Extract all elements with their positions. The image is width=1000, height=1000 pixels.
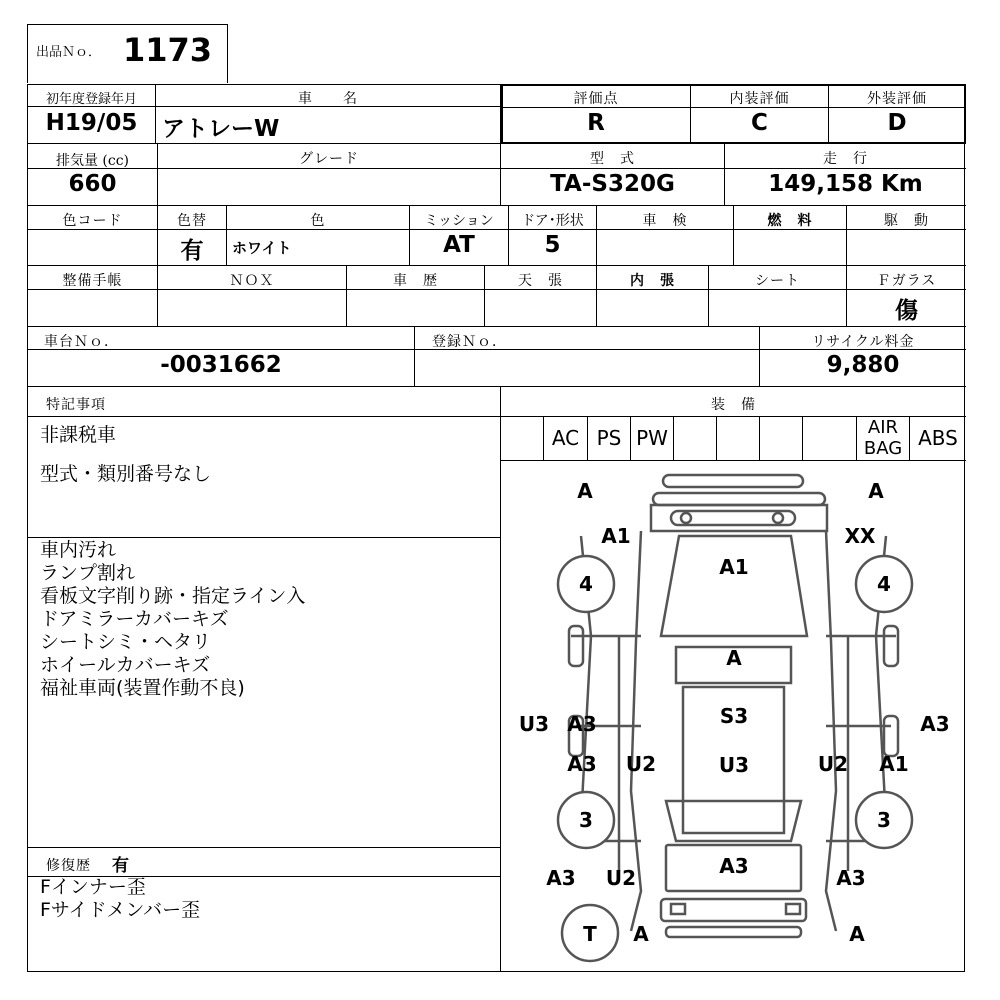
equipment-item-ac: AC [551,426,580,450]
nox-label: ＮＯＸ [229,273,275,289]
score-value: R [587,110,605,136]
color-code-label: 色コード [62,213,123,229]
mark-right-front-door: A3 [920,712,950,736]
fuel-label: 燃 料 [767,213,813,229]
color-label: 色 [310,213,326,229]
mark-front-left-corner: A [577,479,593,503]
mark-rear-left-u2: U2 [605,866,637,890]
first-reg-label: 初年度登録年月 [45,92,137,107]
mark-left-rear-door: A3 [567,752,597,776]
equipment-item-abs: ABS [918,426,958,450]
mark-windshield: A [726,646,742,670]
roof-label: 天 張 [518,273,563,289]
model-value: TA-S320G [550,171,675,197]
interior-lining-label: 内 張 [630,273,675,289]
door-label: ドア･形状 [521,213,584,229]
mark-tire-front-right: 4 [877,572,891,596]
mark-rear-right-quarter: A3 [836,866,866,890]
color-change-label: 色替 [177,213,207,229]
mileage-value: 149,158 Km [768,171,923,197]
recycle-value: 9,880 [826,352,900,378]
exterior-score-label: 外装評価 [867,91,927,107]
mark-rear-bumper-right: A [849,922,865,946]
repair-label: 修復歴 [46,858,91,874]
car-name-label: 車 名 [298,91,358,107]
repair-detail: Fインナー歪 Fサイドメンバー歪 [40,876,201,921]
interior-score-value: C [751,110,768,136]
mark-roof-rear: U3 [718,753,750,777]
seat-label: シート [755,273,800,289]
drive-label: 駆 動 [884,213,929,229]
mission-label: ミッション [424,213,494,229]
notes-remarks: 車内汚れ ランプ割れ 看板文字削り跡・指定ライン入 ドアミラーカバーキズ シートシミ・ヘタリ ホイールカバーキズ 福祉車両(装置作動不良) [40,539,306,699]
history-label: 車 歴 [393,273,438,289]
fglass-label: Ｆガラス [876,273,937,289]
mark-roof-front: S3 [719,704,749,728]
fglass-value: 傷 [895,298,918,324]
mark-tire-rear-right: 3 [877,808,891,832]
mark-back-door: A3 [719,854,749,878]
equipment-label: 装 備 [711,397,756,413]
mileage-label: 走 行 [823,151,868,167]
mark-tire-front-left: 4 [579,572,593,596]
color-value: ホワイト [232,239,292,257]
mark-left-sill: U3 [518,712,550,736]
mark-front-right-corner: A [868,479,884,503]
inspection-label: 車 検 [642,213,688,229]
recycle-label: リサイクル料金 [811,334,915,350]
mark-right-pillar: U2 [817,752,849,776]
mark-front-right-fender: XX [844,524,876,548]
lot-number-box [27,24,228,83]
reg-no-label: 登録Ｎｏ． [432,334,507,350]
notes-line-1: 非課税車 [40,424,117,446]
chassis-value: -0031662 [160,352,282,378]
mark-rear-left-quarter: A3 [546,866,576,890]
exterior-score-value: D [887,110,907,136]
mark-right-rear-door: A1 [879,752,909,776]
interior-score-label: 内装評価 [729,91,790,107]
equipment-item-ps: PS [596,426,622,450]
car-name-value: アトレーW [162,116,280,142]
mark-tire-rear-left: 3 [579,808,593,832]
equipment-item-pw: PW [636,426,668,450]
repair-value: 有 [112,856,129,876]
manual-label: 整備手帳 [62,273,123,289]
mark-spare-tire: T [583,922,597,946]
mark-hood: A1 [719,555,749,579]
first-reg-value: H19/05 [45,110,138,136]
displacement-value: 660 [68,171,117,197]
lot-number-label: 出品Ｎｏ． [36,45,102,60]
door-value: 5 [544,232,561,258]
mark-front-left-fender: A1 [601,524,631,548]
model-label: 型 式 [590,151,635,167]
score-label: 評価点 [573,91,619,107]
mission-value: AT [443,232,475,258]
mark-rear-bumper-left: A [633,922,649,946]
notes-label: 特記事項 [46,397,106,413]
color-change-value: 有 [180,238,204,264]
lot-number: 1173 [123,31,213,69]
equipment-item-airbag: AIR BAG [863,417,903,459]
chassis-label: 車台Ｎｏ． [44,334,119,350]
grade-label: グレード [299,151,359,167]
notes-line-2: 型式・類別番号なし [40,463,212,485]
mark-left-pillar: U2 [625,752,657,776]
mark-left-front-door: A3 [567,712,597,736]
displacement-label: 排気量 (cc) [55,153,130,169]
